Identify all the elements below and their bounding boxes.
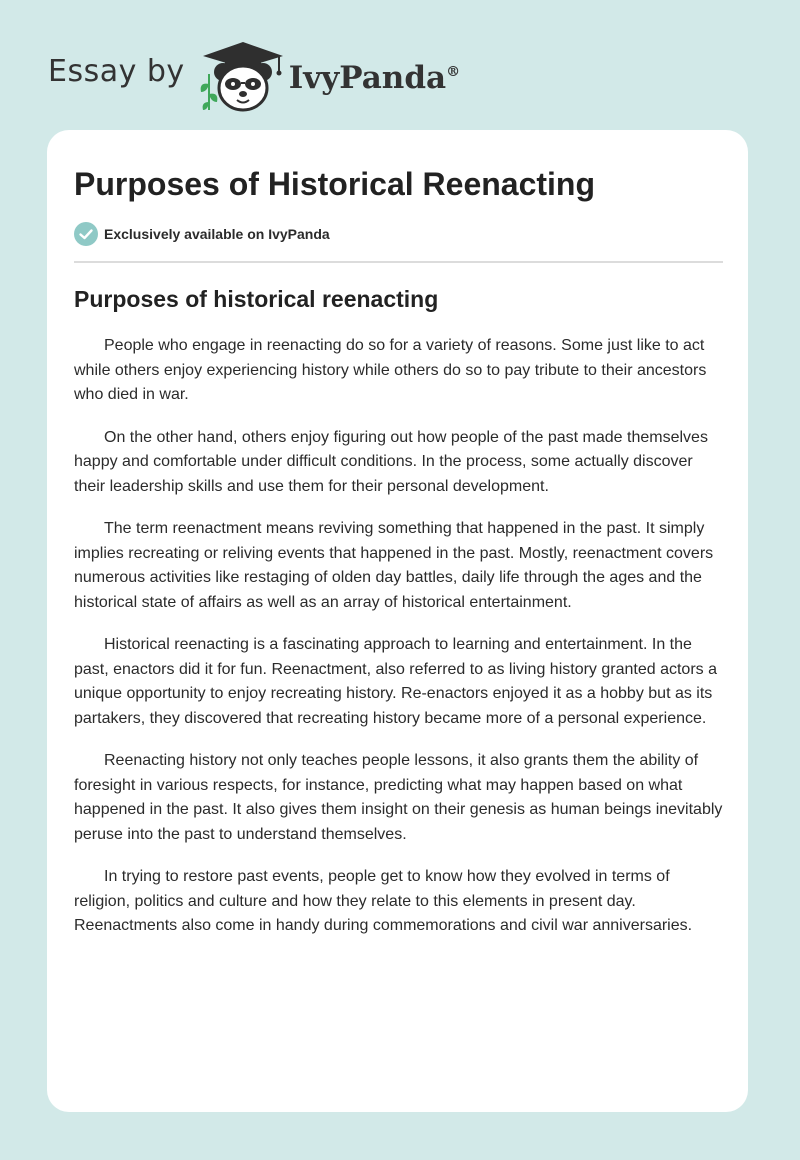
registered-mark: ®	[446, 64, 461, 80]
essay-by-label: Essay by	[48, 53, 185, 89]
essay-body	[74, 334, 726, 957]
paragraph: Historical reenacting is a fascinating approach to learning and entertainment. In the past, enactors did it for fun. Reenactment, also referred to as living history granted actors a unique opportunity to enjoy recreating history. Re-enactors enjoyed it as a hobby but as its partakers, they discovered that recreating history became more of a personal experience.	[74, 636, 717, 727]
title-divider	[74, 261, 723, 263]
paragraph: The term reenactment means reviving something that happened in the past. It simply implies recreating or reliving events that happened in the past. Mostly, reenactment covers numerous activities like restaging of olden day battles, daily life through the ages and the historical state of affairs as well as an array of historical entertainment.	[74, 520, 714, 611]
exclusive-badge	[74, 222, 330, 246]
brand-text: IvyPanda	[288, 60, 447, 96]
ivypanda-brand-name	[289, 60, 460, 96]
essay-title: Purposes of Historical Reenacting	[74, 166, 596, 202]
ivypanda-logo[interactable]	[197, 38, 460, 114]
exclusive-badge-text: Exclusively available on IvyPanda	[104, 226, 330, 242]
panda-graduate-icon	[197, 38, 289, 114]
check-circle-icon	[74, 222, 98, 246]
paragraph: Reenacting history not only teaches people lessons, it also grants them the ability of foresight in various respects, for instance, predicting what may happen based on what happened in the past. It also gives them insight on their genesis as human beings inevitably peruse into the past to understand themselves.	[74, 752, 723, 843]
paragraph: In trying to restore past events, people get to know how they evolved in terms of religion, politics and culture and how they relate to this elements in present day. Reenactments also come in handy during commemorations and civil war anniversaries.	[74, 868, 693, 934]
paragraph: On the other hand, others enjoy figuring out how people of the past made themselves happy and comfortable under difficult conditions. In the process, some actually discover their leadership skills and use them for their personal development.	[74, 428, 708, 495]
site-header	[48, 36, 460, 116]
essay-card	[47, 130, 748, 1112]
paragraph: People who engage in reenacting do so for a variety of reasons. Some just like to act while others enjoy experiencing history while others do so to pay tribute to their ancestors who died in war.	[74, 337, 707, 403]
section-heading: Purposes of historical reenacting	[74, 286, 439, 312]
